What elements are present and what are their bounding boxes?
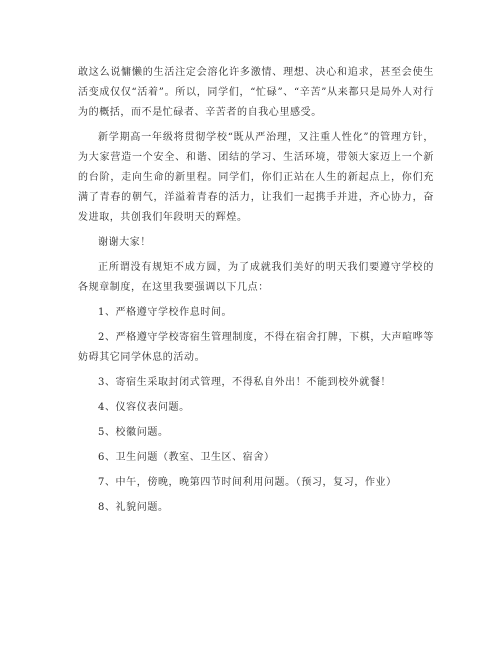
list-item: 6、卫生问题（教室、卫生区、宿舍） [98, 452, 275, 463]
list-item: 7、中午，傍晚，晚第四节时间利用问题。（预习，复习，作业） [98, 477, 397, 488]
paragraph-management-policy: 新学期高一年级将贯彻学校“既从严治理，又注重人性化”的管理方针，为大家营造一个安全、和谐、团结的学习、生活环境，带领大家迈上一个新的台阶，走向生命的新里程。同学们，你们正站在人生的新起点上，你们充满了青春的朝气，洋溢着青春的活力，让我们一起携手并进，齐心协力，奋发进取，共创我们年段明天的辉煌。 [78, 132, 434, 223]
list-item: 1、严格遵守学校作息时间。 [98, 307, 233, 318]
list-item: 5、校徽问题。 [98, 427, 169, 438]
paragraph-continuation: 敢这么说慵懒的生活注定会溶化许多激情、理想、决心和追求，甚至会使生活变成仅仅“活着”。所以，同学们，“忙碌”、“辛苦”从来都只是局外人对行为的概括，而不是忙碌者、辛苦者的自我心里感受。 [78, 67, 434, 118]
paragraph-rules-intro: 正所谓没有规矩不成方圆，为了成就我们美好的明天我们要遵守学校的各规章制度，在这里我要强调以下几点： [78, 262, 434, 293]
list-item: 3、寄宿生采取封闭式管理，不得私自外出！不能到校外就餐！ [98, 377, 392, 388]
list-item: 8、礼貌问题。 [98, 502, 169, 513]
document-body [78, 63, 434, 518]
list-item: 4、仪容仪表问题。 [98, 402, 190, 413]
list-item: 2、严格遵守学校寄宿生管理制度，不得在宿舍打牌，下棋，大声喧哗等妨碍其它同学休息的活动。 [78, 332, 434, 363]
paragraph-thanks: 谢谢大家！ [98, 237, 151, 248]
